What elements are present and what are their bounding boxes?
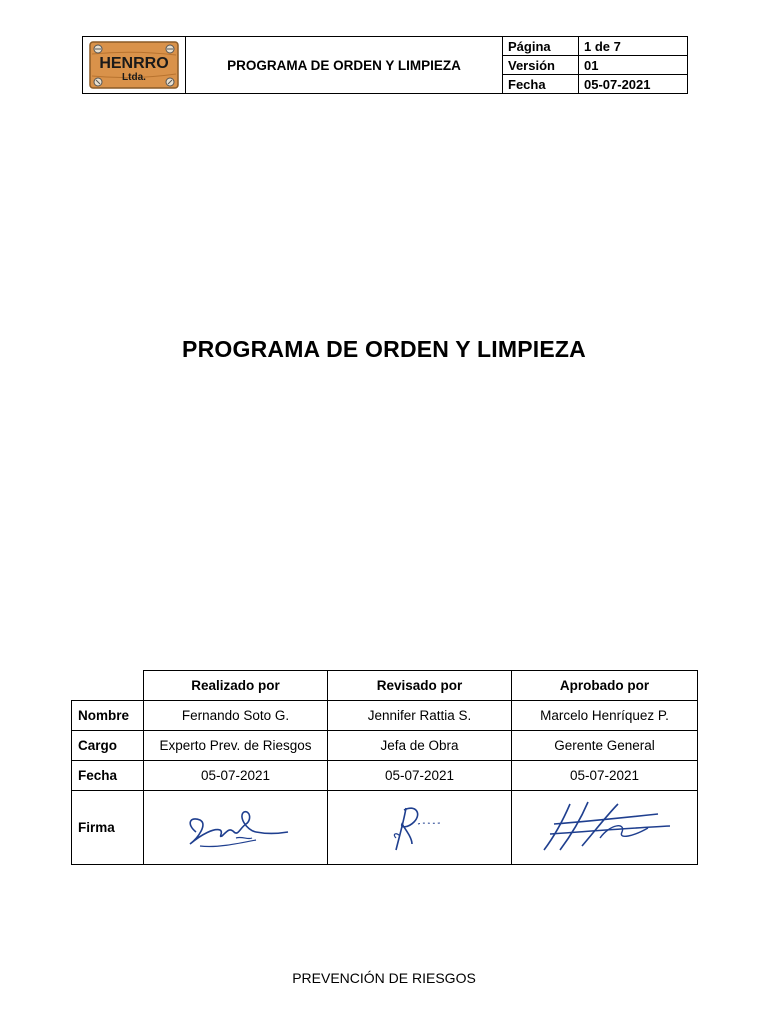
logo-cell (83, 37, 186, 94)
signature-cell (512, 791, 698, 865)
signature-fernando (176, 794, 296, 858)
table-row (72, 731, 698, 761)
row-label: Cargo (72, 731, 144, 761)
row-label: Nombre (72, 701, 144, 731)
row-label: Firma (72, 791, 144, 865)
signature-jennifer (360, 794, 480, 858)
firma-row (72, 791, 698, 865)
table-cell: 05-07-2021 (144, 761, 328, 791)
signature-marcelo (530, 794, 680, 858)
logo-subtext: Ltda. (122, 72, 146, 83)
document-title: PROGRAMA DE ORDEN Y LIMPIEZA (182, 336, 586, 362)
table-row (72, 761, 698, 791)
table-cell: Jefa de Obra (328, 731, 512, 761)
signature-cell (144, 791, 328, 865)
header-title: PROGRAMA DE ORDEN Y LIMPIEZA (186, 37, 503, 94)
page-footer: PREVENCIÓN DE RIESGOS (292, 970, 476, 986)
meta-value-fecha: 05-07-2021 (579, 75, 688, 94)
document-header (82, 36, 688, 94)
logo-text: HENRRO (99, 55, 169, 72)
column-header: Realizado por (144, 671, 328, 701)
meta-label-pagina: Página (503, 37, 579, 56)
table-cell: 05-07-2021 (512, 761, 698, 791)
table-row (72, 701, 698, 731)
row-label: Fecha (72, 761, 144, 791)
meta-label-version: Versión (503, 56, 579, 75)
meta-value-pagina: 1 de 7 (579, 37, 688, 56)
signature-table (71, 670, 698, 865)
henrro-logo (88, 38, 180, 92)
table-cell: Experto Prev. de Riesgos (144, 731, 328, 761)
meta-label-fecha: Fecha (503, 75, 579, 94)
table-cell: Marcelo Henríquez P. (512, 701, 698, 731)
blank-corner (72, 671, 144, 701)
table-cell: Fernando Soto G. (144, 701, 328, 731)
signature-header-row (72, 671, 698, 701)
column-header: Revisado por (328, 671, 512, 701)
signature-cell (328, 791, 512, 865)
meta-value-version: 01 (579, 56, 688, 75)
table-cell: 05-07-2021 (328, 761, 512, 791)
table-cell: Jennifer Rattia S. (328, 701, 512, 731)
table-cell: Gerente General (512, 731, 698, 761)
column-header: Aprobado por (512, 671, 698, 701)
